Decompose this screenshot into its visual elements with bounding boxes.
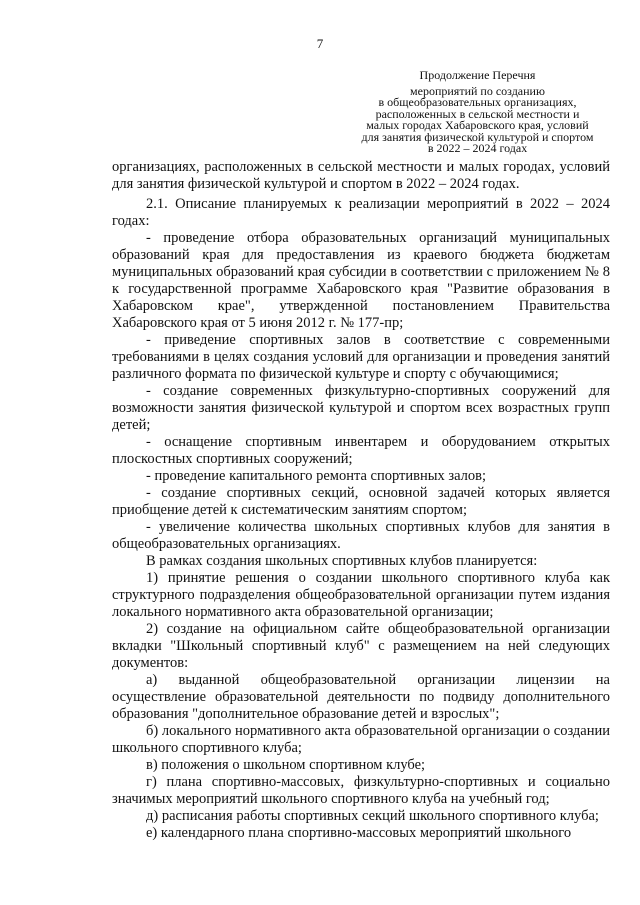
- body-paragraph: - оснащение спортивным инвентарем и оборудованием открытых плоскостных спортивных сооружений;: [112, 434, 610, 467]
- header-line: для занятия физической культурой и спортом: [361, 129, 594, 144]
- header-line: в общеобразовательных организациях,: [378, 95, 577, 109]
- header-line: в 2022 – 2024 годах: [427, 141, 528, 155]
- header-title: Продолжение Перечня: [419, 68, 536, 82]
- body-paragraph: д) расписания работы спортивных секций школьного спортивного клуба;: [146, 808, 599, 824]
- body-paragraph: - создание современных физкультурно-спортивных сооружений для возможности занятия физической культурой и спортом всех возрастных групп детей;: [112, 383, 610, 433]
- body-paragraph: - увеличение количества школьных спортивных клубов для занятия в общеобразовательных организациях.: [112, 519, 610, 552]
- header-line: мероприятий по созданию: [410, 83, 545, 98]
- body-paragraph: в) положения о школьном спортивном клубе;: [146, 757, 426, 773]
- body-paragraph: - проведение капитального ремонта спортивных залов;: [146, 468, 487, 484]
- body-paragraph: 2) создание на официальном сайте общеобразовательной организации вкладки "Школьный спортивный клуб" с размещением на ней следующих документов:: [112, 621, 610, 671]
- header-line: малых городах Хабаровского края, условий: [366, 118, 589, 132]
- body-paragraph: организациях, расположенных в сельской местности и малых городах, условий для занятия физической культурой и спортом в 2022 – 2024 годах.: [112, 159, 610, 192]
- body-paragraph: а) выданной общеобразовательной организации лицензии на осуществление образовательной деятельности по подвиду дополнительного образования "дополнительное образование детей и взрослых";: [112, 672, 610, 722]
- body-paragraph: 1) принятие решения о создании школьного спортивного клуба как структурного подразделения общеобразовательной организации путем издания локального нормативного акта образовательной организации;: [112, 570, 610, 620]
- body-paragraph: б) локального нормативного акта образовательной организации о создании школьного спортивного клуба;: [112, 723, 611, 756]
- body-paragraph: - создание спортивных секций, основной задачей которых является приобщение детей к систематическим занятиям спортом;: [112, 485, 610, 518]
- body-paragraph: - проведение отбора образовательных организаций муниципальных образований края для предоставления из краевого бюджета бюджетам муниципальных образований края субсидии в соответствии с приложением № 8 к государственной программе Хабаровского края "Развитие образования в Хабаровском крае", утвержденной постановлением Правительства Хабаровского края от 5 июня 2012 г. № 177-пр;: [112, 230, 610, 331]
- document-body: [112, 159, 610, 842]
- body-paragraph: - приведение спортивных залов в соответствие с современными требованиями в целях создания условий для организации и проведения занятий различного формата по физической культуре и спорту с обучающимися;: [112, 332, 610, 382]
- continuation-header: [340, 70, 615, 155]
- page-number: 7: [316, 36, 324, 51]
- body-paragraph: В рамках создания школьных спортивных клубов планируется:: [146, 553, 538, 569]
- header-line: расположенных в сельской местности и: [375, 106, 580, 121]
- body-paragraph: 2.1. Описание планируемых к реализации мероприятий в 2022 – 2024 годах:: [112, 196, 610, 229]
- body-paragraph: е) календарного плана спортивно-массовых мероприятий школьного: [146, 825, 572, 841]
- body-paragraph: г) плана спортивно-массовых, физкультурно-спортивных и социально значимых мероприятий школьного спортивного клуба на учебный год;: [112, 774, 610, 807]
